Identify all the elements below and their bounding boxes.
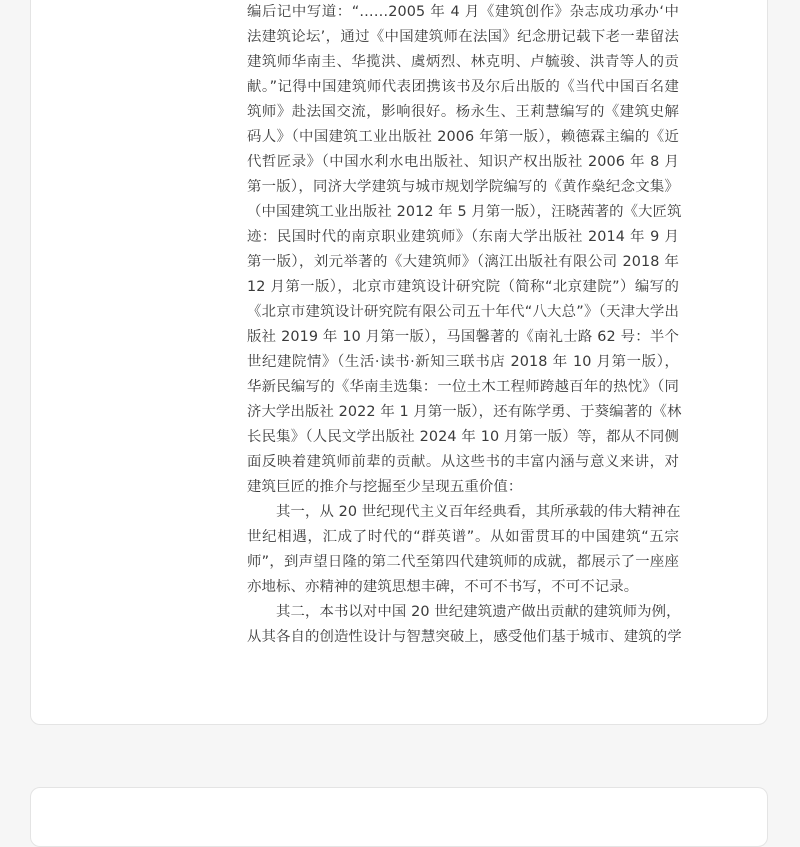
text-line: 第一版），同济大学建筑与城市规划学院编写的《黄作燊纪念文集》 xyxy=(247,179,679,195)
text-line: 《北京市建筑设计研究院有限公司五十年代“八大总”》（天津大学出 xyxy=(247,304,679,320)
text-line: 12 月第一版），北京市建筑设计研究院（简称“北京建院”）编写的 xyxy=(247,279,679,295)
text-line: 筑师》赴法国交流，影响很好。杨永生、王莉慧编写的《建筑史解 xyxy=(247,104,679,120)
document-page xyxy=(30,0,768,725)
text-line: 版社 2019 年 10 月第一版），马国馨著的《南礼士路 62 号：半个 xyxy=(247,329,679,345)
text-line: 码人》（中国建筑工业出版社 2006 年第一版），赖德霖主编的《近 xyxy=(247,129,679,145)
text-line: 华新民编写的《华南圭选集：一位土木工程师跨越百年的热忱》（同 xyxy=(247,379,679,395)
text-line: 世纪相遇，汇成了时代的“群英谱”。从如雷贯耳的中国建筑“五宗 xyxy=(247,529,679,545)
text-line: 面反映着建筑师前辈的贡献。从这些书的丰富内涵与意义来讲，对 xyxy=(247,454,679,470)
text-line: 法建筑论坛’，通过《中国建筑师在法国》纪念册记载下老一辈留法 xyxy=(247,29,679,45)
text-line: 世纪建院情》（生活·读书·新知三联书店 2018 年 10 月第一版）， xyxy=(247,354,679,370)
text-line: 迹：民国时代的南京职业建筑师》（东南大学出版社 2014 年 9 月 xyxy=(247,229,679,245)
text-line: 建筑巨匠的推介与挖掘至少呈现五重价值： xyxy=(247,479,523,495)
text-line: 其一，从 20 世纪现代主义百年经典看，其所承载的伟大精神在 xyxy=(247,504,681,520)
text-line: 第一版），刘元举著的《大建筑师》（漓江出版社有限公司 2018 年 xyxy=(247,254,679,270)
text-line: 其二，本书以对中国 20 世纪建筑遗产做出贡献的建筑师为例， xyxy=(247,604,681,620)
text-line: 师”，到声望日隆的第二代至第四代建筑师的成就，都展示了一座座 xyxy=(247,554,679,570)
text-line: 建筑师华南圭、华揽洪、虞炳烈、林克明、卢毓骏、洪青等人的贡 xyxy=(247,54,679,70)
text-line: 代哲匠录》（中国水利水电出版社、知识产权出版社 2006 年 8 月 xyxy=(247,154,679,170)
text-line: 亦地标、亦精神的建筑思想丰碑，不可不书写，不可不记录。 xyxy=(247,579,639,595)
next-document-page xyxy=(30,787,768,847)
text-line: （中国建筑工业出版社 2012 年 5 月第一版），汪晓茜著的《大匠筑 xyxy=(247,204,682,220)
text-line: 献。”记得中国建筑师代表团携该书及尔后出版的《当代中国百名建 xyxy=(247,79,679,95)
text-line: 济大学出版社 2022 年 1 月第一版），还有陈学勇、于葵编著的《林 xyxy=(247,404,682,420)
text-line: 从其各自的创造性设计与智慧突破上，感受他们基于城市、建筑的学 xyxy=(247,629,682,645)
text-line: 编后记中写道：“……2005 年 4 月《建筑创作》杂志成功承办‘中 xyxy=(247,4,679,20)
text-line: 长民集》（人民文学出版社 2024 年 10 月第一版）等，都从不同侧 xyxy=(247,429,679,445)
